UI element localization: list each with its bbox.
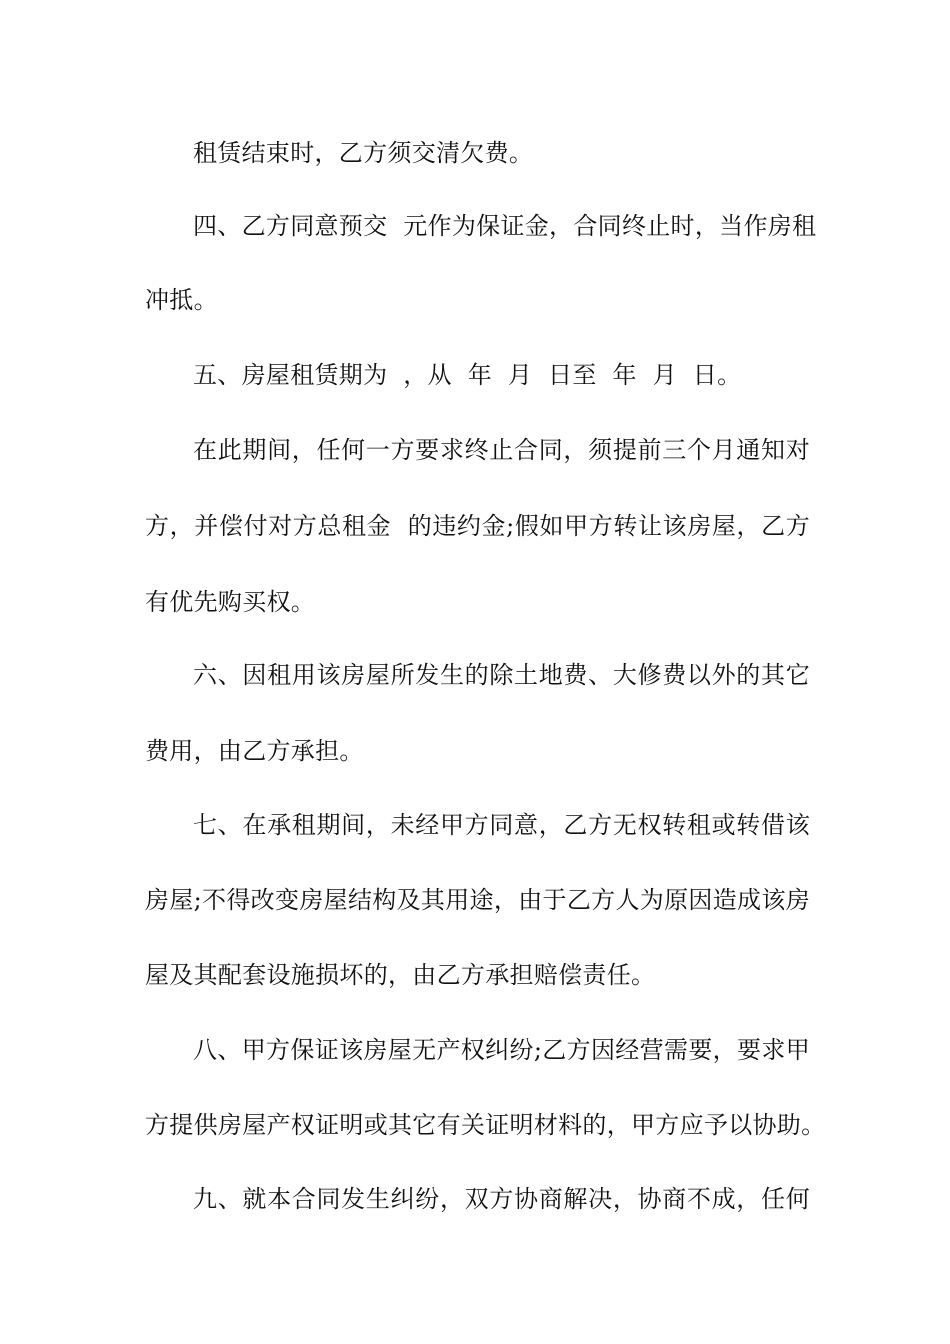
text-line: 房屋;不得改变房屋结构及其用途，由于乙方人为原因造成该房 (145, 886, 810, 914)
text-line: 八、甲方保证该房屋无产权纠纷;乙方因经营需要，要求甲 (193, 1036, 810, 1064)
text-line: 屋及其配套设施损坏的，由乙方承担赔偿责任。 (145, 961, 656, 989)
text-line: 费用，由乙方承担。 (145, 737, 364, 765)
text-line: 九、就本合同发生纠纷，双方协商解决，协商不成，任何 (193, 1185, 810, 1213)
text-line: 方，并偿付对方总租金 的违约金;假如甲方转让该房屋，乙方 (145, 512, 810, 540)
text-line: 方提供房屋产权证明或其它有关证明材料的，甲方应予以协助。 (145, 1111, 826, 1139)
text-line: 四、乙方同意预交 元作为保证金，合同终止时，当作房租 (193, 212, 817, 240)
text-line: 租赁结束时，乙方须交清欠费。 (193, 139, 534, 167)
text-line: 有优先购买权。 (145, 588, 316, 616)
text-line: 七、在承租期间，未经甲方同意，乙方无权转租或转借该 (193, 811, 810, 839)
text-line: 冲抵。 (145, 286, 218, 314)
text-line: 六、因租用该房屋所发生的除土地费、大修费以外的其它 (193, 661, 810, 689)
text-line: 在此期间，任何一方要求终止合同，须提前三个月通知对 (193, 436, 810, 464)
text-line: 五、房屋租赁期为 ，从 年 月 日至 年 月 日。 (193, 361, 742, 389)
